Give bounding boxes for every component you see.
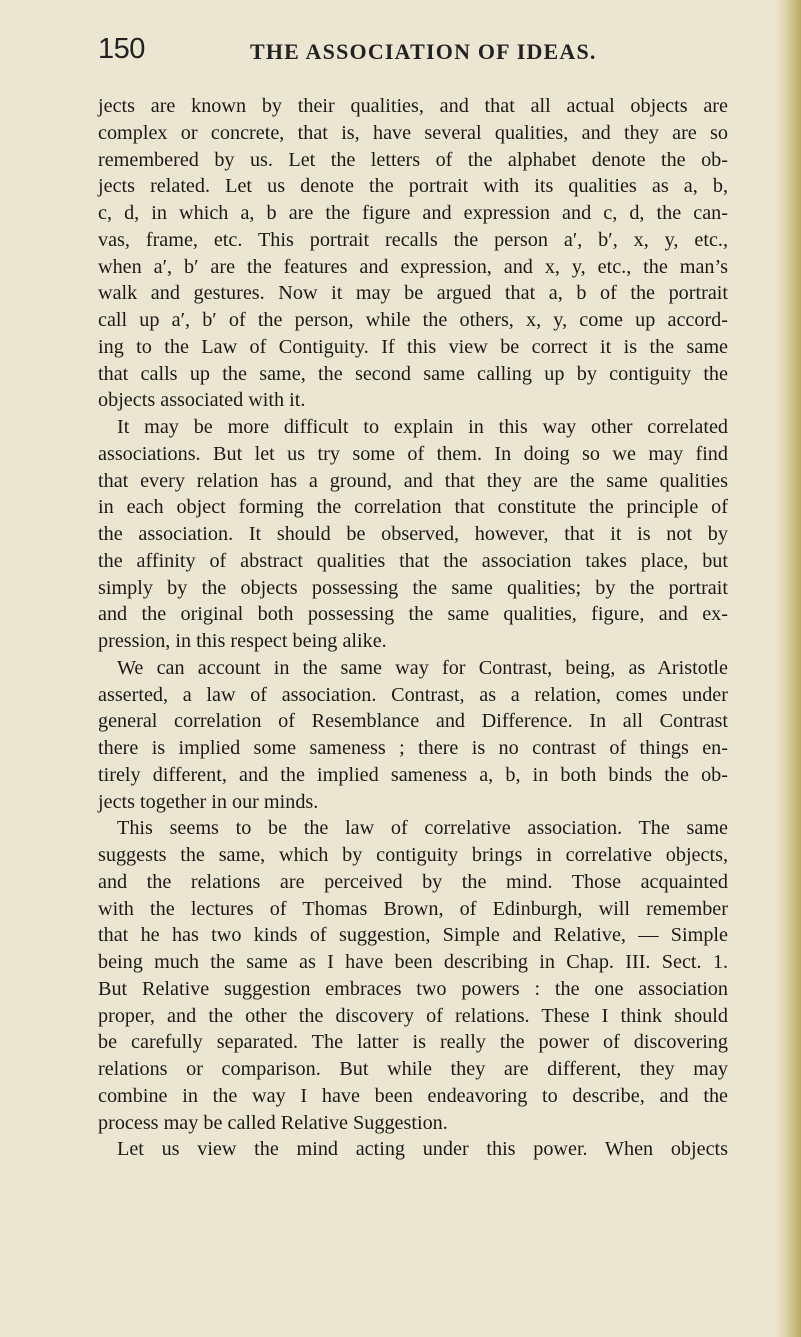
text-line: proper, and the other the discovery of relations. These I think should	[98, 1004, 728, 1027]
page-number: 150	[98, 33, 145, 65]
text-line: walk and gestures. Now it may be argued that a, b of the portrait	[98, 282, 728, 305]
text-line: jects together in our minds.	[98, 790, 319, 813]
text-line: and the original both possessing the same qualities, figure, and ex-	[98, 603, 728, 626]
text-line: when a′, b′ are the features and expression, and x, y, etc., the man’s	[98, 255, 728, 278]
text-line: jects related. Let us denote the portrait with its qualities as a, b,	[98, 175, 728, 198]
text-line: jects are known by their qualities, and that all actual objects are	[98, 95, 728, 117]
text-line: But Relative suggestion embraces two powers : the one association	[98, 977, 728, 1000]
text-line: the association. It should be observed, however, that it is not by	[98, 523, 728, 545]
text-line: This seems to be the law of correlative association. The same	[117, 817, 728, 840]
text-line: c, d, in which a, b are the figure and expression and c, d, the can-	[98, 202, 728, 224]
text-line: and the relations are perceived by the mind. Those acquainted	[98, 870, 728, 893]
text-line: that calls up the same, the second same calling up by contiguity the	[98, 362, 728, 385]
text-line: that every relation has a ground, and that they are the same qualities	[98, 469, 728, 492]
body-text	[98, 93, 728, 1163]
text-line: be carefully separated. The latter is really the power of discovering	[98, 1031, 728, 1054]
text-line: the affinity of abstract qualities that the association takes place, but	[98, 549, 728, 572]
text-line: objects associated with it.	[98, 389, 306, 412]
text-line: We can account in the same way for Contrast, being, as Aristotle	[117, 656, 728, 679]
text-line: asserted, a law of association. Contrast, as a relation, comes under	[98, 683, 728, 706]
text-line: ing to the Law of Contiguity. If this view be correct it is the same	[98, 335, 728, 358]
text-line: being much the same as I have been describing in Chap. III. Sect. 1.	[98, 951, 728, 973]
text-line: suggests the same, which by contiguity brings in correlative objects,	[98, 844, 728, 866]
text-line: associations. But let us try some of them. In doing so we may find	[98, 442, 728, 465]
text-line: pression, in this respect being alike.	[98, 630, 387, 652]
text-line: complex or concrete, that is, have several qualities, and they are so	[98, 121, 728, 144]
text-line: that he has two kinds of suggestion, Simple and Relative, — Simple	[98, 924, 728, 947]
text-line: relations or comparison. But while they are different, they may	[98, 1058, 728, 1080]
page-edge	[775, 0, 801, 1337]
text-line: vas, frame, etc. This portrait recalls the person a′, b′, x, y, etc.,	[98, 228, 728, 251]
text-line: there is implied some sameness ; there is no contrast of things en-	[98, 737, 728, 759]
text-line: in each object forming the correlation that constitute the principle of	[98, 496, 728, 519]
text-line: simply by the objects possessing the same qualities; by the portrait	[98, 576, 728, 599]
text-line: tirely different, and the implied sameness a, b, in both binds the ob-	[98, 763, 728, 786]
text-line: general correlation of Resemblance and Difference. In all Contrast	[98, 710, 728, 733]
text-line: with the lectures of Thomas Brown, of Edinburgh, will remember	[98, 897, 728, 920]
running-head: THE ASSOCIATION OF IDEAS.	[250, 39, 597, 64]
text-line: Let us view the mind acting under this power. When objects	[117, 1138, 728, 1161]
page-header	[98, 33, 728, 67]
text-line: It may be more difficult to explain in this way other correlated	[117, 416, 728, 438]
text-line: remembered by us. Let the letters of the alphabet denote the ob-	[98, 148, 728, 171]
text-line: call up a′, b′ of the person, while the others, x, y, come up accord-	[98, 309, 728, 331]
text-line: combine in the way I have been endeavoring to describe, and the	[98, 1084, 728, 1107]
text-line: process may be called Relative Suggestion.	[98, 1111, 448, 1134]
